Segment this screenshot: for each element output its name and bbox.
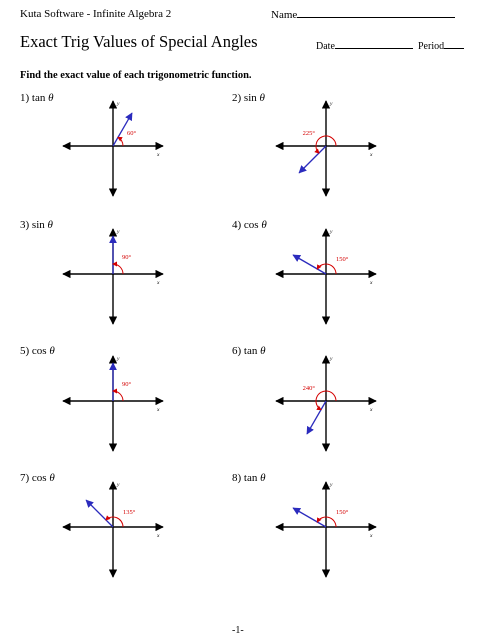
problem-number: 3) [20,219,30,231]
angle-arc [113,264,123,274]
angle-label: 60° [127,130,137,137]
terminal-ray [293,508,326,527]
trig-function: sin [29,219,48,231]
angle-graph [58,96,168,206]
software-label: Kuta Software - Infinite Algebra 2 [20,8,172,20]
terminal-ray [86,500,113,527]
y-axis-label: y [117,356,120,362]
terminal-ray [307,401,326,434]
angle-label: 135° [123,509,136,516]
name-underline [297,8,455,18]
problem-label [20,472,55,484]
trig-function: cos [241,219,262,231]
angle-variable: θ [260,345,266,357]
angle-variable: θ [260,472,266,484]
y-axis-label: y [117,101,120,107]
problem-label [20,219,53,231]
problem-number: 1) [20,92,30,104]
x-axis-label: x [157,533,160,539]
x-axis-label: x [370,280,373,286]
angle-label: 90° [122,381,132,388]
angle-variable: θ [261,219,267,231]
page-title: Exact Trig Values of Special Angles [20,32,258,51]
problem-label [20,345,55,357]
angle-variable: θ [259,92,265,104]
y-axis-label: y [330,101,333,107]
problem-number: 8) [232,472,242,484]
angle-arc [113,391,123,401]
x-axis-label: x [157,152,160,158]
problem-number: 4) [232,219,242,231]
y-axis-label: y [117,482,120,488]
angle-graph [271,224,381,334]
angle-graph [58,351,168,461]
x-axis-label: x [157,280,160,286]
instructions: Find the exact value of each trigonometric function. [20,70,252,81]
angle-variable: θ [47,219,53,231]
trig-function: tan [241,472,261,484]
name-label: Name [271,9,298,21]
angle-arc [118,137,123,146]
angle-label: 240° [302,385,315,392]
angle-graph [58,477,168,587]
angle-label: 90° [122,254,132,261]
name-field[interactable] [271,8,455,21]
angle-variable: θ [49,345,55,357]
problem-number: 5) [20,345,30,357]
y-axis-label: y [330,356,333,362]
angle-graph [58,224,168,334]
angle-variable: θ [49,472,55,484]
terminal-ray [299,146,326,173]
period-underline [444,40,464,49]
problem-label [232,345,266,357]
x-axis-label: x [370,407,373,413]
problem-label [232,219,267,231]
angle-label: 225° [302,130,315,137]
angle-label: 150° [336,509,349,516]
trig-function: cos [29,472,50,484]
period-field[interactable] [418,40,464,52]
angle-graph [271,477,381,587]
page-number: -1- [232,625,244,636]
y-axis-label: y [117,229,120,235]
problem-label [232,472,266,484]
period-label: Period [418,41,445,52]
terminal-ray [293,255,326,274]
problem-number: 2) [232,92,242,104]
y-axis-label: y [330,229,333,235]
trig-function: cos [29,345,50,357]
problem-label [232,92,265,104]
x-axis-label: x [157,407,160,413]
angle-variable: θ [48,92,54,104]
angle-graph [271,351,381,461]
problem-number: 6) [232,345,242,357]
trig-function: tan [29,92,49,104]
problem-label [20,92,54,104]
angle-graph [271,96,381,206]
angle-label: 150° [336,256,349,263]
y-axis-label: y [330,482,333,488]
date-field[interactable] [316,40,413,52]
date-label: Date [316,41,335,52]
x-axis-label: x [370,533,373,539]
problem-number: 7) [20,472,30,484]
x-axis-label: x [370,152,373,158]
trig-function: sin [241,92,260,104]
trig-function: tan [241,345,261,357]
date-underline [335,40,413,49]
